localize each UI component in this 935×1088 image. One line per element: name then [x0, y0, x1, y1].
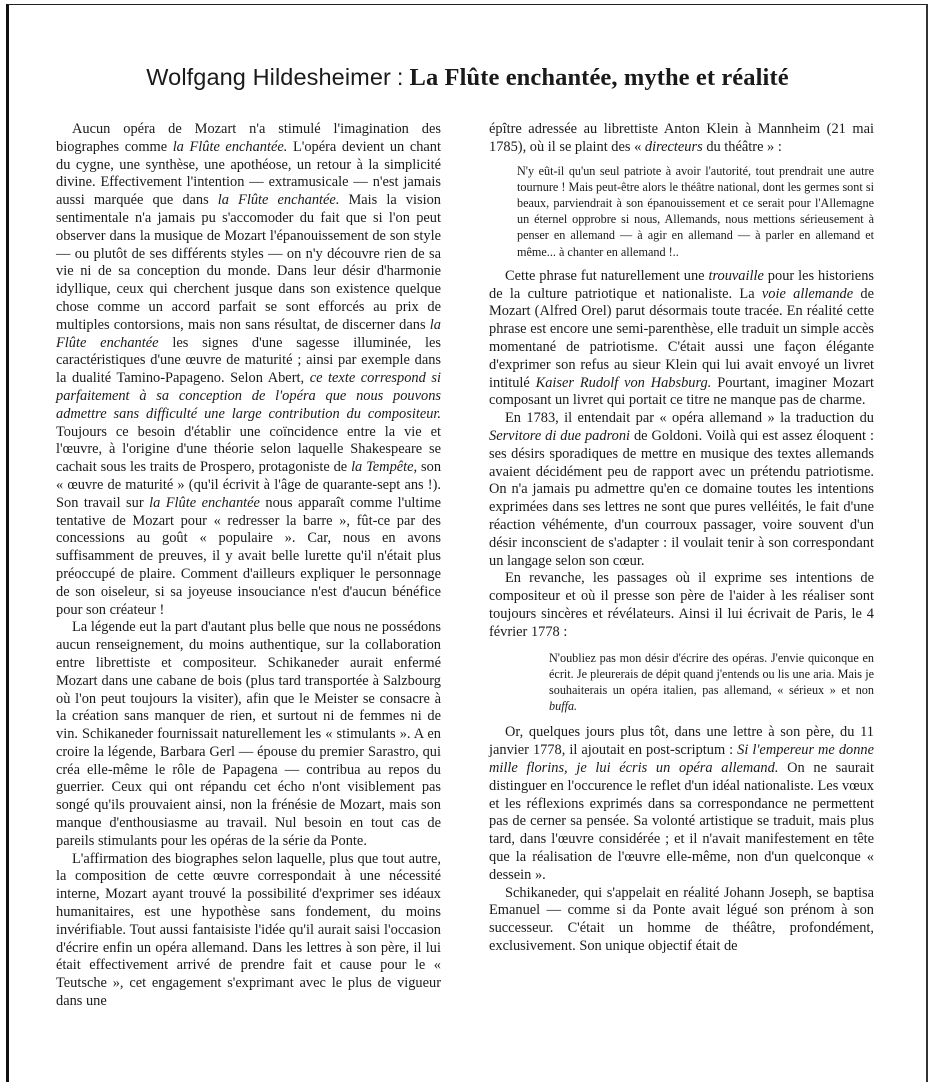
article-title: La Flûte enchantée, mythe et réalité	[409, 64, 789, 91]
right-paragraph-5: Or, quelques jours plus tôt, dans une lettre à son père, du 11 janvier 1778, il ajoutait en post-scriptum : Si l'empereur me donne mille florins, je lui écris un opéra allemand. On ne saurait distinguer en l'occurence le reflet d'un idéal nationaliste. Les vœux et les réflexions exprimés dans sa correspondance ne permettent pas de cerner sa pensée. Sa volonté artistique se traduit, mais plus tard, dans l'œuvre considérée ; et il n'avait manifestement en tête que la réalisation de l'œuvre elle-même, non d'un quelconque « dessein ».	[489, 724, 875, 883]
header-separator: :	[396, 64, 404, 90]
article-header	[0, 64, 935, 92]
right-paragraph-4: En revanche, les passages où il exprime ses intentions de compositeur et où il presse son père de l'aider à les réaliser sont toujours sincères et révélateurs. Ainsi il lui écrivait de Paris, le 4 février 1778 :	[489, 570, 874, 640]
article-author: Wolfgang Hildesheimer	[146, 64, 391, 90]
left-paragraph-1: Aucun opéra de Mozart n'a stimulé l'imagination des biographes comme la Flûte enchantée. L'opéra devient un chant du cygne, une synthèse, une apothéose, un retour à la simplicité divine. Effectivement l'intention — extramusicale — n'est jamais aussi marquée que dans la Flûte enchantée. Mais la vision sentimentale n'a jamais pu s'accomoder du fait que si l'on peut observer dans la musique de Mozart l'épanouissement de son style — ou plutôt de ses différents styles — on n'y découvre rien de sa vie ni de sa conception du monde. Dans leur désir d'harmonie idyllique, ceux qui cherchent jusque dans son existence quelque chose comme un accord parfait se sont efforcés au prix de multiples contorsions, mais non sans résultat, de discerner dans la Flûte enchantée les signes d'une sagesse illuminée, les caractéristiques d'une œuvre de maturité ; ainsi par exemple dans la dualité Tamino-Papageno. Selon Abert, ce texte correspond si parfaitement à sa conception de l'opéra que nous pouvons admettre sans difficulté une large contribution du compositeur. Toujours ce besoin d'établir une coïncidence entre la vie et l'œuvre, à l'origine d'une théorie selon laquelle Shakespeare se cachait sous les traits de Prospero, protagoniste de la Tempête, son « œuvre de maturité » (qu'il écrivit à l'âge de quarante-sept ans !). Son travail sur la Flûte enchantée nous apparaît comme l'ultime tentative de Mozart pour « redresser la barre », fût-ce par des concessions au goût « populaire ». Car, nous en avons suffisamment de preuves, il y avait belle lurette qu'il n'était plus préoccupé de plaire. Comment d'ailleurs expliquer le personnage de son oiseleur, si sa joyeuse insouciance n'est d'aucun bénéfice pour son créateur !	[56, 121, 442, 618]
right-paragraph-3: En 1783, il entendait par « opéra allemand » la traduction du Servitore di due padroni de Goldoni. Voilà qui est assez éloquent : ses désirs sporadiques de mettre en musique des textes allemands avaient décidément peu de rapport avec un prétendu patriotisme. On n'a jamais pu admettre qu'en ce domaine toutes les intentions exprimées dans ses lettres ne sont que pures velléités, le fait d'une réaction véhémente, d'un courroux passager, voire souvent d'un désir inconscient de s'adapter : il voulait tenir à son correspondant un langage selon son cœur.	[489, 410, 874, 569]
letter-quote-klein: N'y eût-il qu'un seul patriote à avoir l'autorité, tout prendrait une autre tournure ! Mais peut-être alors le théâtre national, dont les germes sont si beaux, parviendrait à son épanouissement et ce serait pour l'Allemagne un éternel opprobre si nous, Allemands, nous mettions sérieusement à penser en allemand — à agir en allemand — à parler en allemand et même... à chanter en allemand !..	[517, 163, 874, 259]
right-paragraph-2: Cette phrase fut naturellement une trouvaille pour les historiens de la culture patriotique et nationaliste. La voie allemande de Mozart (Alfred Orel) parut désormais toute tracée. En réalité cette phrase est encore une semi-parenthèse, elle traduit un simple accès momentané de patriotisme. C'était aussi une façon élégante d'exprimer son refus au sieur Klein qui lui avait envoyé un livret intitulé Kaiser Rudolf von Habsburg. Pourtant, imaginer Mozart composant un livret qui portait ce titre ne manque pas de charme.	[489, 267, 874, 409]
letter-quote-paris: N'oubliez pas mon désir d'écrire des opéras. J'envie quiconque en écrit. Je pleurerais de dépit quand j'entends ou lis une aria. Mais je souhaiterais un opéra italien, pas allemand, « sérieux » et non buffa.	[549, 650, 874, 714]
right-column	[489, 121, 874, 956]
right-paragraph-6: Schikaneder, qui s'appelait en réalité Johann Joseph, se baptisa Emanuel — comme si da Ponte avait légué son prénom à son successeur. C'était un homme de théâtre, profondément, exclusivement. Son unique objectif était de	[489, 884, 874, 954]
left-column	[56, 121, 441, 1011]
left-paragraph-3: L'affirmation des biographes selon laquelle, plus que tout autre, la composition de cette œuvre correspondait à une nécessité interne, Mozart ayant trouvé la possibilité d'exprimer ses idéaux humanitaires, est une hypothèse sans fondement, du moins invérifiable. Tout aussi fantaisiste l'idée qu'il aurait saisi l'occasion d'écrire enfin un opéra allemand. Dans les lettres à son père, il lui était effectivement arrivé de prendre fait et cause pour le « Teutsche », cet engagement s'exprimant avec le plus de vigueur dans une	[56, 850, 441, 1010]
left-paragraph-2: La légende eut la part d'autant plus belle que nous ne possédons aucun renseignement, du moins authentique, sur la collaboration entre librettiste et compositeur. Schikaneder aurait enfermé Mozart dans une cabane de bois (plus tard transportée à Salzbourg où l'on peut toujours la visiter), afin que le Meister se consacre à la création sans manquer de rien, et surtout ni de femmes ni de vin. Schikaneder fournissait naturellement les « stimulants ». A en croire la légende, Barbara Gerl — épouse du premier Sarastro, qui créa elle-même le rôle de Papagena — contribua au repos du guerrier. Ceux qui ont répandu cet écho n'ont visiblement pas songé qu'ils prouvaient ainsi, non la frénésie de Mozart, mais son manque d'enthousiasme au travail. Nul besoin en tout cas de pareils stimulants pour les opéras de la série da Ponte.	[56, 619, 441, 849]
right-paragraph-1: épître adressée au librettiste Anton Klein à Mannheim (21 mai 1785), où il se plaint des « directeurs du théâtre » :	[489, 121, 874, 155]
